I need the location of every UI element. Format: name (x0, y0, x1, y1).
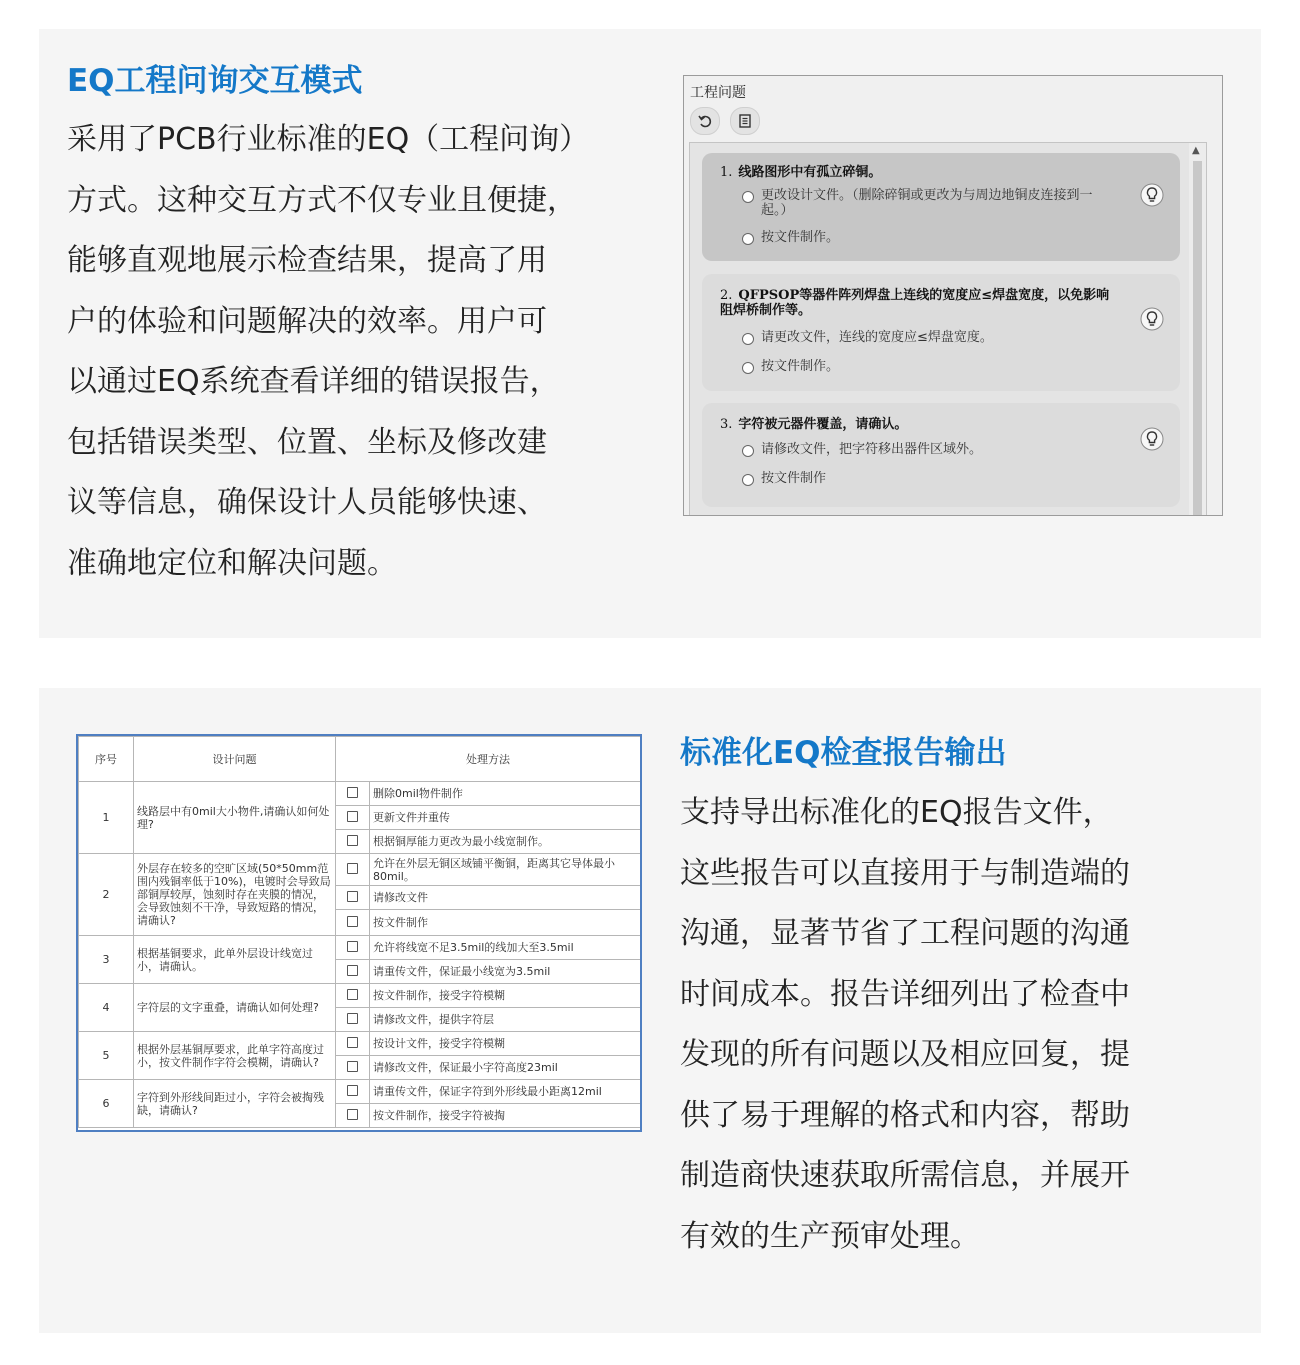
option-label: 按文件制作。 (761, 359, 840, 374)
option-label: 更改设计文件。（删除碎铜或更改为与周边地铜皮连接到一起。） (761, 188, 1093, 218)
answer-option[interactable] (742, 188, 1116, 218)
method-label: 请重传文件，保证字符到外形线最小距离12mil (370, 1080, 641, 1104)
checkbox[interactable] (347, 1037, 358, 1048)
report-icon (737, 113, 753, 129)
eq-interaction-panel (39, 29, 1261, 638)
method-label: 按文件制作 (370, 910, 641, 936)
method-checkbox-cell[interactable] (336, 936, 370, 960)
description-line: 时间成本。报告详细列出了检查中 (680, 976, 1130, 1012)
method-checkbox-cell[interactable] (336, 886, 370, 910)
table-row (79, 854, 641, 886)
description-line: 支持导出标准化的EQ报告文件， (680, 795, 1113, 830)
checkbox[interactable] (347, 989, 358, 1000)
method-label: 允许在外层无铜区域铺平衡铜，距离其它导体最小80mil。 (370, 854, 641, 886)
row-index: 2 (79, 854, 134, 936)
row-issue: 字符到外形线间距过小，字符会被掏残缺，请确认? (134, 1080, 336, 1128)
method-checkbox-cell[interactable] (336, 984, 370, 1008)
method-checkbox-cell[interactable] (336, 1032, 370, 1056)
question-text (720, 165, 1116, 180)
engineering-questions-window (683, 75, 1223, 516)
checkbox[interactable] (347, 1085, 358, 1096)
undo-button[interactable] (690, 107, 720, 135)
description-line: 准确地定位和解决问题。 (67, 545, 397, 581)
vertical-scrollbar[interactable] (1189, 143, 1206, 516)
section-description (67, 110, 657, 594)
checkbox[interactable] (347, 787, 358, 798)
description-line: 议等信息，确保设计人员能够快速、 (67, 485, 547, 520)
radio-button[interactable] (742, 445, 754, 457)
radio-button[interactable] (742, 474, 754, 486)
description-line: 这些报告可以直接用于与制造端的 (680, 855, 1130, 891)
scrollbar-thumb[interactable] (1193, 161, 1202, 516)
section-title: 标准化EQ检查报告输出 (680, 735, 1007, 771)
checkbox[interactable] (347, 863, 358, 874)
table-header-row (79, 737, 641, 782)
report-button[interactable] (730, 107, 760, 135)
eq-report-panel (39, 688, 1261, 1333)
method-checkbox-cell[interactable] (336, 1104, 370, 1128)
method-label: 按文件制作，接受字符模糊 (370, 984, 641, 1008)
method-checkbox-cell[interactable] (336, 960, 370, 984)
header-issue: 设计问题 (134, 737, 336, 782)
method-checkbox-cell[interactable] (336, 830, 370, 854)
description-line: 沟通，显著节省了工程问题的沟通 (680, 916, 1130, 951)
row-index: 6 (79, 1080, 134, 1128)
option-label: 请修改文件，把字符移出器件区域外。 (761, 442, 983, 457)
table-row (79, 782, 641, 806)
method-label: 请修改文件 (370, 886, 641, 910)
checkbox[interactable] (347, 1013, 358, 1024)
row-issue: 根据基铜要求，此单外层设计线宽过小，请确认。 (134, 936, 336, 984)
method-checkbox-cell[interactable] (336, 854, 370, 886)
section-description (680, 783, 1240, 1267)
method-label: 允许将线宽不足3.5mil的线加大至3.5mil (370, 936, 641, 960)
checkbox[interactable] (347, 965, 358, 976)
method-label: 请修改文件，保证最小字符高度23mil (370, 1056, 641, 1080)
row-index: 3 (79, 936, 134, 984)
checkbox[interactable] (347, 916, 358, 927)
option-label: 按文件制作 (761, 471, 827, 486)
radio-button[interactable] (742, 333, 754, 345)
checkbox[interactable] (347, 1109, 358, 1120)
description-line: 发现的所有问题以及相应回复，提 (680, 1037, 1130, 1072)
question-number: 3. (720, 417, 733, 432)
checkbox[interactable] (347, 941, 358, 952)
question-card[interactable] (702, 274, 1180, 391)
table-row (79, 936, 641, 960)
table-row (79, 1080, 641, 1104)
question-text (720, 288, 1116, 318)
option-label: 按文件制作。 (761, 230, 840, 245)
checkbox[interactable] (347, 811, 358, 822)
checkbox[interactable] (347, 891, 358, 902)
radio-button[interactable] (742, 233, 754, 245)
section-title: EQ工程问询交互模式 (67, 63, 363, 99)
question-card[interactable] (702, 153, 1180, 261)
row-issue: 字符层的文字重叠，请确认如何处理? (134, 984, 336, 1032)
question-label: 字符被元器件覆盖，请确认。 (738, 417, 908, 432)
description-line: 有效的生产预审处理。 (680, 1218, 980, 1254)
answer-option[interactable] (742, 359, 1116, 374)
row-issue: 线路层中有0mil大小物件,请确认如何处理? (134, 782, 336, 854)
answer-option[interactable] (742, 230, 1116, 245)
description-line: 包括错误类型、位置、坐标及修改建 (67, 424, 547, 460)
description-line: 制造商快速获取所需信息，并展开 (680, 1158, 1130, 1193)
radio-button[interactable] (742, 191, 754, 203)
checkbox[interactable] (347, 835, 358, 846)
question-text (720, 417, 1116, 432)
description-line: 以通过EQ系统查看详细的错误报告， (67, 364, 560, 399)
method-label: 按设计文件，接受字符模糊 (370, 1032, 641, 1056)
table-row (79, 1032, 641, 1056)
method-checkbox-cell[interactable] (336, 782, 370, 806)
table-row (79, 984, 641, 1008)
header-method: 处理方法 (336, 737, 641, 782)
window-title: 工程问题 (690, 85, 746, 101)
scroll-up-arrow-icon[interactable]: ▲ (1192, 145, 1200, 156)
option-label: 请更改文件，连线的宽度应≤焊盘宽度。 (761, 330, 993, 345)
header-index: 序号 (79, 737, 134, 782)
answer-option[interactable] (742, 330, 1116, 345)
description-line: 方式。这种交互方式不仅专业且便捷， (67, 182, 577, 218)
row-index: 1 (79, 782, 134, 854)
method-checkbox-cell[interactable] (336, 1080, 370, 1104)
undo-icon (697, 113, 713, 129)
question-label: QFPSOP等器件阵列焊盘上连线的宽度应≤焊盘宽度，以免影响阻焊桥制作等。 (720, 288, 1110, 318)
question-label: 线路图形中有孤立碎铜。 (738, 165, 882, 180)
method-checkbox-cell[interactable] (336, 1056, 370, 1080)
method-label: 请修改文件，提供字符层 (370, 1008, 641, 1032)
description-line: 供了易于理解的格式和内容，帮助 (680, 1097, 1130, 1133)
radio-button[interactable] (742, 362, 754, 374)
method-label: 更新文件并重传 (370, 806, 641, 830)
lightbulb-icon[interactable] (1140, 427, 1164, 451)
method-label: 根据铜厚能力更改为最小线宽制作。 (370, 830, 641, 854)
lightbulb-icon[interactable] (1140, 183, 1164, 207)
report-table (78, 736, 641, 1128)
method-label: 删除0mil物件制作 (370, 782, 641, 806)
lightbulb-icon[interactable] (1140, 307, 1164, 331)
method-label: 按文件制作，接受字符被掏 (370, 1104, 641, 1128)
method-label: 请重传文件，保证最小线宽为3.5mil (370, 960, 641, 984)
description-line: 户的体验和问题解决的效率。用户可 (67, 303, 547, 339)
description-line: 能够直观地展示检查结果，提高了用 (67, 243, 547, 278)
row-issue: 根据外层基铜厚要求，此单字符高度过小，按文件制作字符会模糊，请确认? (134, 1032, 336, 1080)
method-checkbox-cell[interactable] (336, 1008, 370, 1032)
question-card[interactable] (702, 403, 1180, 507)
row-issue: 外层存在较多的空旷区域(50*50mm范围内残铜率低于10%)，电镀时会导致局部铜厚较厚，蚀刻时存在夹膜的情况，会导致蚀刻不干净，导致短路的情况，请确认? (134, 854, 336, 936)
checkbox[interactable] (347, 1061, 358, 1072)
answer-option[interactable] (742, 442, 1116, 457)
method-checkbox-cell[interactable] (336, 806, 370, 830)
question-list[interactable] (689, 142, 1207, 516)
question-number: 1. (720, 165, 733, 180)
description-line: 采用了PCB行业标准的EQ（工程问询） (67, 122, 590, 157)
question-number: 2. (720, 288, 733, 303)
answer-option[interactable] (742, 471, 1116, 486)
row-index: 5 (79, 1032, 134, 1080)
row-index: 4 (79, 984, 134, 1032)
method-checkbox-cell[interactable] (336, 910, 370, 936)
eq-report-table (76, 734, 642, 1132)
